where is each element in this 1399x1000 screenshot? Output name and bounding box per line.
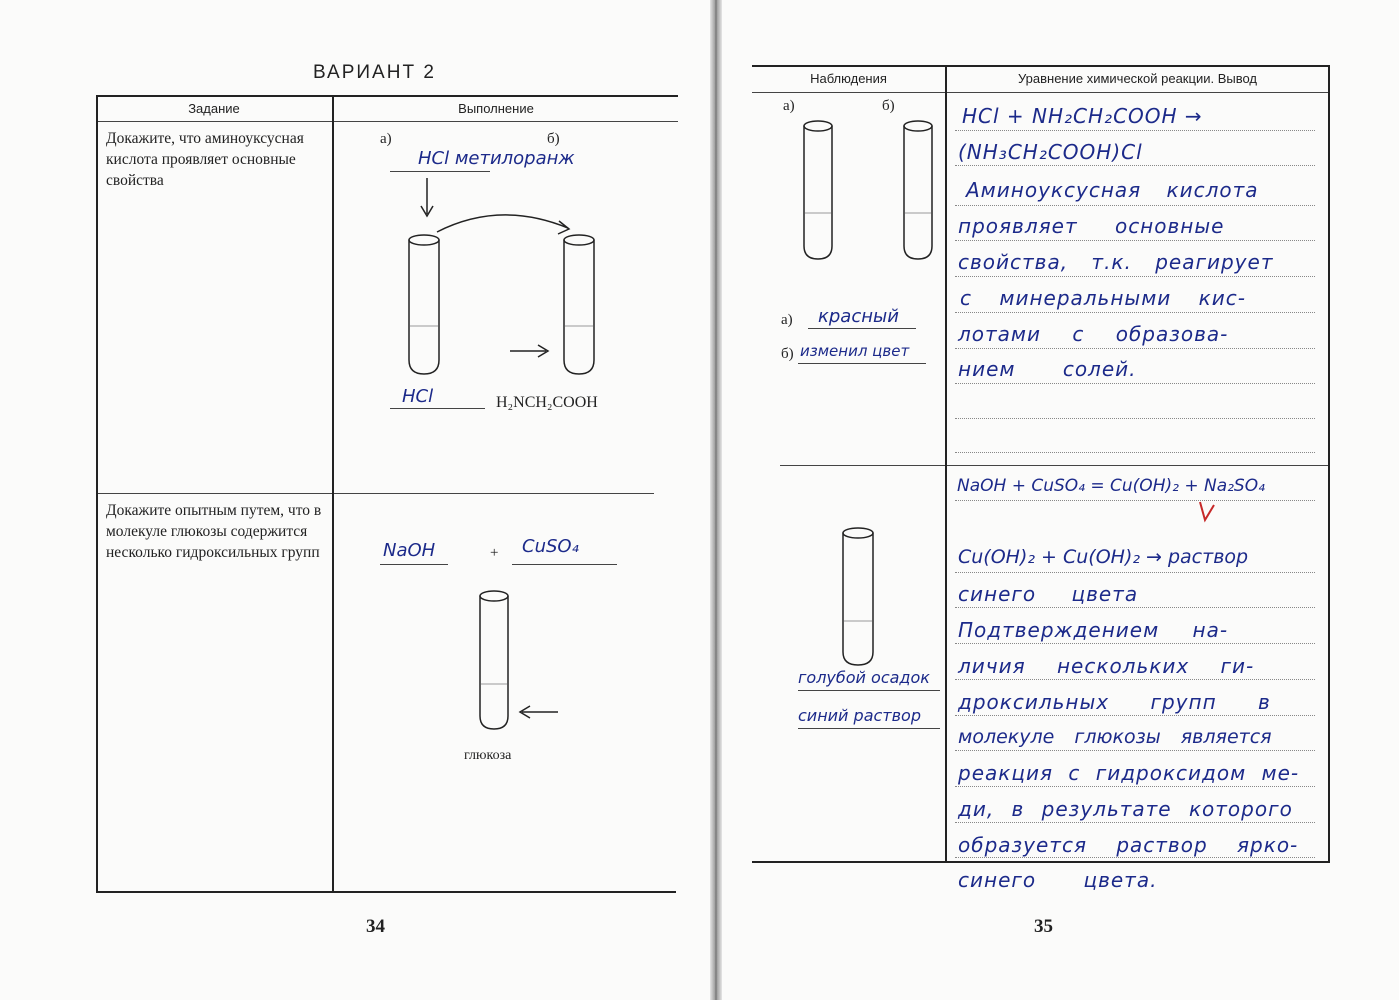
task-1-text: Докажите, что аминоуксусная кислота проявляет основные свойства bbox=[106, 130, 304, 189]
plus-sign: + bbox=[490, 545, 499, 561]
conclusion-2-line-2: синего цвета bbox=[958, 582, 1139, 606]
conclusion-1-line-2: (NH₃CH₂COOH)Cl bbox=[958, 140, 1143, 164]
obs-1-label-a: а) bbox=[783, 98, 795, 114]
conclusion-2-line-3: Подтверждением на- bbox=[958, 618, 1229, 642]
conclusion-2-line-4: личия нескольких ги- bbox=[958, 654, 1255, 678]
conclusion-2-line-1: Cu(OH)₂ + Cu(OH)₂ → раствор bbox=[958, 546, 1249, 568]
task-1-label-b: б) bbox=[547, 131, 560, 147]
conclusion-1-line-1: HCl + NH₂CH₂COOH → bbox=[962, 104, 1203, 128]
conclusion-2-line-8: ди, в результате которого bbox=[958, 797, 1293, 821]
conclusion-2-equation: NaOH + CuSO₄ = Cu(OH)₂ + Na₂SO₄ bbox=[957, 476, 1265, 496]
obs-1-label-b: б) bbox=[882, 98, 895, 114]
conclusion-1-line-8: нием солей. bbox=[958, 357, 1137, 381]
obs-1-answer-b-label: б) bbox=[781, 346, 794, 362]
glycine-formula: H₂NCH₂COOH bbox=[496, 394, 598, 411]
conclusion-1-line-4: проявляет основные bbox=[958, 214, 1225, 238]
conclusion-2-line-10: синего цвета. bbox=[958, 868, 1158, 892]
conclusion-1-line-5: свойства, т.к. реагирует bbox=[958, 250, 1274, 274]
conclusion-2-line-9: образуется раствор ярко- bbox=[958, 833, 1299, 857]
conclusion-2-line-6: молекуле глюкозы является bbox=[958, 726, 1272, 748]
column-header-equation: Уравнение химической реакции. Вывод bbox=[1017, 71, 1257, 86]
page-number-right: 35 bbox=[1034, 916, 1053, 937]
glucose-label: глюкоза bbox=[464, 748, 512, 763]
column-header-execution: Выполнение bbox=[458, 101, 534, 116]
variant-title: ВАРИАНТ 2 bbox=[313, 62, 436, 83]
task-1-label-a: а) bbox=[380, 131, 392, 147]
obs-1-answer-a: красный bbox=[818, 306, 899, 327]
handwritten-reagent-bottom: HCl bbox=[402, 386, 434, 407]
conclusion-1-line-7: лотами с образова- bbox=[958, 322, 1229, 346]
page-number-left: 34 bbox=[366, 916, 385, 937]
conclusion-1-line-3: Аминоуксусная кислота bbox=[966, 178, 1259, 202]
conclusion-1-line-6: с минеральными кис- bbox=[960, 286, 1246, 310]
column-header-task: Задание bbox=[188, 101, 240, 116]
obs-1-answer-b: изменил цвет bbox=[800, 342, 910, 360]
conclusion-2-line-7: реакция с гидроксидом ме- bbox=[958, 761, 1300, 785]
obs-1-answer-a-label: а) bbox=[781, 312, 793, 328]
handwritten-naoh: NaOH bbox=[383, 540, 436, 561]
obs-2-handwritten-2: синий раствор bbox=[798, 706, 921, 725]
column-header-observations: Наблюдения bbox=[810, 71, 887, 86]
handwritten-cuso4: CuSO₄ bbox=[522, 536, 579, 557]
obs-2-handwritten-1: голубой осадок bbox=[798, 668, 930, 687]
conclusion-2-line-5: дроксильных групп в bbox=[958, 690, 1271, 714]
task-2-text: Докажите опытным путем, что в молекуле глюкозы содержится несколько гидроксильных групп bbox=[106, 502, 322, 561]
handwritten-reagent-top: HCl метилоранж bbox=[418, 148, 575, 169]
